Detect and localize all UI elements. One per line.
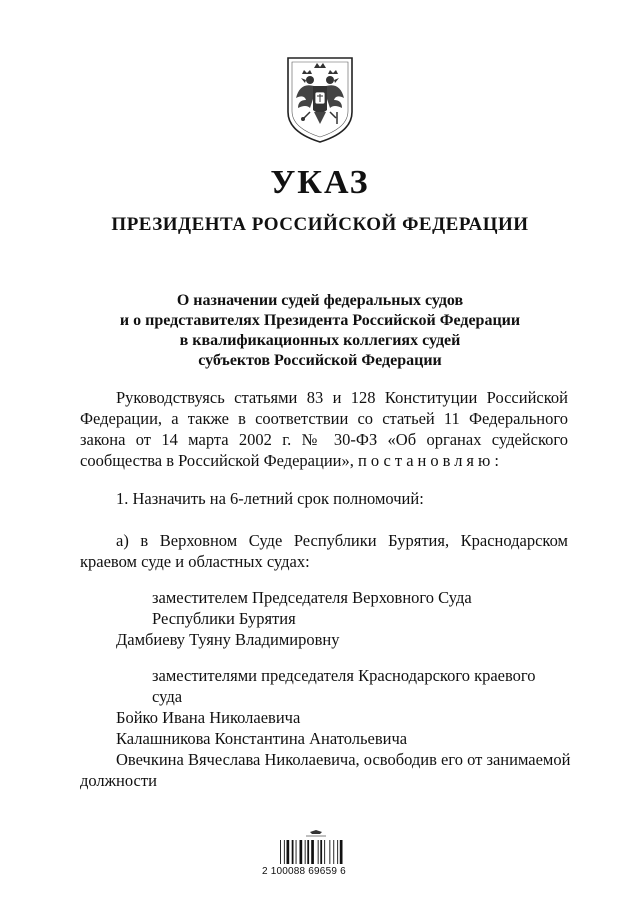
item-1a-line-1: а) в Верховном Суде Республики Бурятия, Краснодарском	[116, 531, 568, 550]
subject-line: субъектов Российской Федерации	[198, 352, 442, 369]
subject-line: в квалификационных коллегиях судей	[179, 332, 461, 349]
preamble-body	[80, 408, 568, 471]
document-subtitle: ПРЕЗИДЕНТА РОССИЙСКОЙ ФЕДЕРАЦИИ	[111, 214, 529, 235]
appointee-name: Бойко Ивана Николаевича	[116, 708, 301, 727]
item-1a-line-2: краевом суде и областных судах:	[80, 552, 310, 571]
position-title-2: заместителями председателя Краснодарского краевого суда	[152, 666, 536, 706]
appointee-name-continuation: должности	[80, 771, 157, 790]
subject-line: и о представителях Президента Российской Федерации	[119, 312, 521, 329]
resolution-keyword: постановляю:	[358, 451, 503, 470]
appointee-name: Калашникова Константина Анатольевича	[116, 729, 408, 748]
coat-of-arms-icon	[284, 52, 356, 144]
preamble-line: сообщества в Российской Федерации», постановляю:	[80, 451, 503, 470]
position-title-1: заместителем Председателя Верховного Суда Республики Бурятия	[152, 588, 472, 628]
appointee-list	[116, 707, 570, 770]
appointee-name: Овечкина Вячеслава Николаевича, освободив его от занимаемой	[116, 750, 571, 769]
barcode-number: 2 100088 69659 6	[262, 866, 346, 877]
subject-line: О назначении судей федеральных судов	[176, 292, 464, 309]
document-title: УКАЗ	[270, 164, 370, 201]
appointee-name: Дамбиеву Туяну Владимировну	[116, 630, 340, 649]
preamble-line: закона от 14 марта 2002 г. № 30-ФЗ «Об органах судейского	[80, 430, 568, 449]
decree-subject	[0, 291, 640, 371]
preamble-line-1: Руководствуясь статьями 83 и 128 Конституции Российской	[116, 388, 568, 407]
preamble-line: Федерации, а также в соответствии со статьей 11 Федерального	[80, 409, 568, 428]
item-1: 1. Назначить на 6-летний срок полномочий:	[116, 489, 424, 508]
